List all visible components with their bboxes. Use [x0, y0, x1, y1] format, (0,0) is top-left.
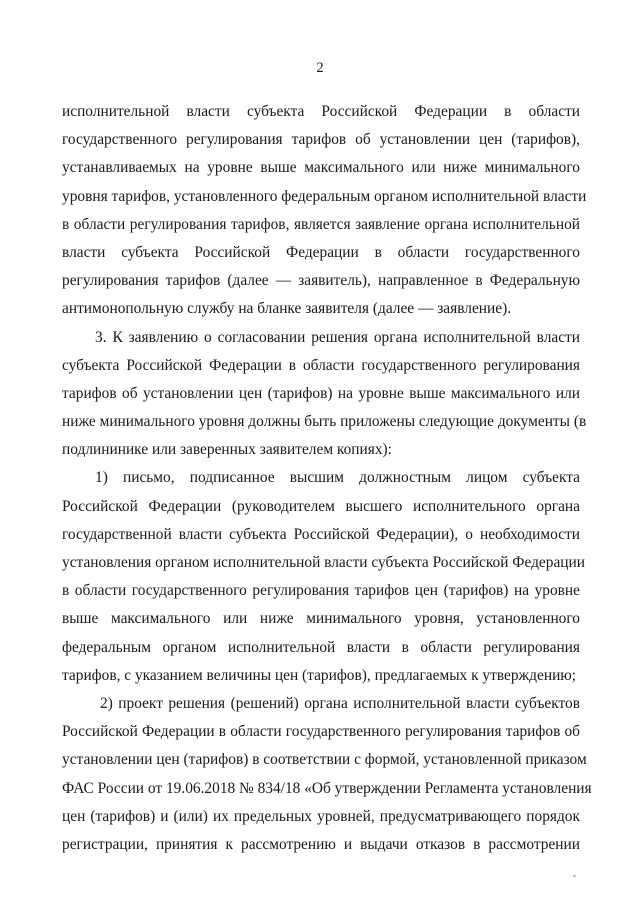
text-line: в области государственного регулирования тарифов цен (тарифов) на уровне: [62, 582, 580, 600]
text-line: установления органом исполнительной власти субъекта Российской Федерации: [62, 554, 585, 571]
text-line: уровня тарифов, установленного федеральным органом исполнительной власти: [62, 187, 587, 205]
text-line: регулирования тарифов (далее — заявитель), направленное в Федеральную: [62, 272, 580, 290]
text-line: государственного регулирования тарифов об установлении цен (тарифов),: [62, 131, 580, 149]
text-line: Российской Федерации (руководителем высшего исполнительного органа: [62, 497, 580, 515]
scan-speck: [573, 875, 576, 877]
text-line: государственной власти субъекта Российской Федерации), о необходимости: [62, 525, 580, 543]
paragraph-3-first-line: 3. К заявлению о согласовании решения органа исполнительной власти: [95, 328, 580, 346]
text-line: тарифов, с указанием величины цен (тарифов), предлагаемых к утверждению;: [62, 666, 577, 684]
text-line: исполнительной власти субъекта Российской Федерации в области: [62, 103, 580, 120]
subitem-2-first-line: 2) проект решения (решений) органа исполнительной власти субъектов: [100, 694, 580, 712]
subitem-1-first-line: 1) письмо, подписанное высшим должностным лицом субъекта: [95, 469, 580, 487]
document-body: [62, 98, 592, 859]
page-number: 2: [316, 60, 324, 76]
text-line: субъекта Российской Федерации в области государственного регулирования: [62, 356, 580, 374]
text-line: тарифов об установлении цен (тарифов) на уровне выше максимального или: [62, 384, 580, 402]
text-line: Российской Федерации в области государственного регулирования тарифов об: [62, 723, 580, 741]
text-line: устанавливаемых на уровне выше максимального или ниже минимального: [62, 159, 580, 177]
text-line: подлининике или заверенных заявителем копиях):: [62, 441, 392, 459]
text-line: власти субъекта Российской Федерации в области государственного: [62, 243, 580, 261]
text-line: в области регулирования тарифов, является заявление органа исполнительной: [62, 215, 580, 233]
text-line: установлении цен (тарифов) в соответствии с формой, установленной приказом: [62, 751, 587, 769]
text-line: регистрации, принятия к рассмотрению и выдачи отказов в рассмотрении: [62, 835, 580, 853]
text-line: ниже минимального уровня должны быть приложены следующие документы (в: [62, 413, 587, 431]
text-line: выше максимального или ниже минимального уровня, установленного: [62, 610, 580, 628]
text-line: ФАС России от 19.06.2018 № 834/18 «Об утверждении Регламента установления: [62, 779, 592, 797]
text-line: цен (тарифов) и (или) их предельных уровней, предусматривающего порядок: [62, 807, 580, 825]
text-line: федеральным органом исполнительной власти в области регулирования: [62, 638, 580, 656]
text-line: антимонопольную службу на бланке заявителя (далее — заявление).: [62, 300, 512, 318]
